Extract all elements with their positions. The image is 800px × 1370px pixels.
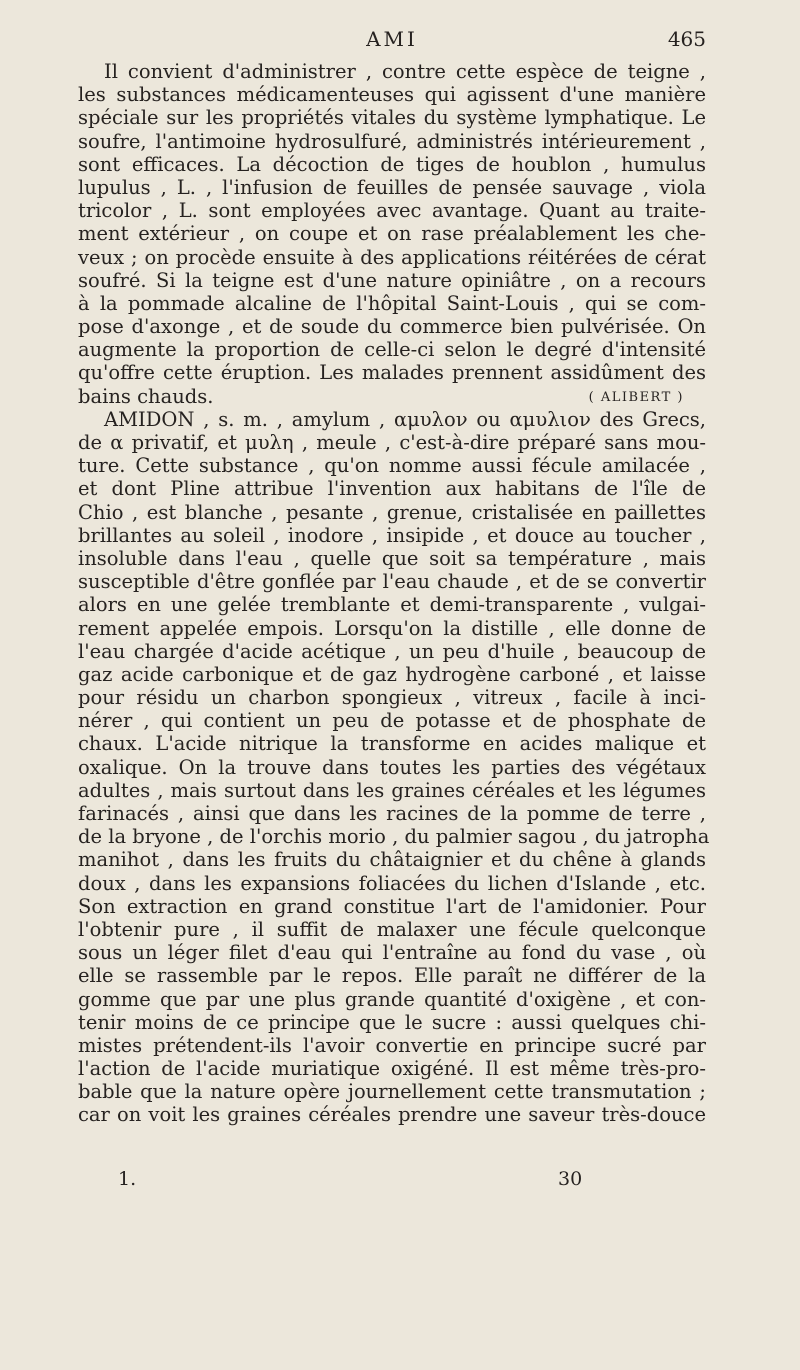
text-line: ment extérieur , on coupe et on rase préalablement les che- (78, 222, 706, 246)
text-line: et dont Pline attribue l'invention aux habitans de l'île de (78, 477, 706, 501)
page-header (78, 27, 706, 59)
page-number: 465 (667, 27, 706, 51)
text-line: spéciale sur les propriétés vitales du système lymphatique. Le (78, 106, 706, 130)
running-head: AMI (366, 27, 418, 51)
text-line: à la pommade alcaline de l'hôpital Saint-Louis , qui se com- (78, 291, 706, 315)
text-line: de α privatif, et μυλη , meule , c'est-à-dire préparé sans mou- (78, 431, 706, 454)
page-footer (78, 1168, 706, 1196)
text-line: soufre, l'antimoine hydrosulfuré, administrés intérieurement , (78, 129, 706, 153)
text-line: elle se rassemble par le repos. Elle paraît ne différer de la (78, 964, 706, 988)
text-line: sous un léger filet d'eau qui l'entraîne au fond du vase , où (78, 941, 706, 965)
text-line: lupulus , L. , l'infusion de feuilles de pensée sauvage , viola (78, 175, 706, 199)
text-line: qu'offre cette éruption. Les malades prennent assidûment des (78, 361, 706, 385)
text-line: sont efficaces. La décoction de tiges de houblon , humulus (78, 152, 706, 176)
text-line: adultes , mais surtout dans les graines céréales et les légumes (78, 778, 706, 802)
sheet-number: 30 (558, 1168, 583, 1190)
text-line: susceptible d'être gonflée par l'eau chaude , et de se convertir (78, 570, 706, 594)
text-line: car on voit les graines céréales prendre une saveur très-douce (78, 1103, 706, 1127)
text-line: doux , dans les expansions foliacées du lichen d'Islande , etc. (78, 871, 706, 895)
text-line: tricolor , L. sont employées avec avantage. Quant au traite- (78, 199, 706, 223)
entry-headword-line: AMIDON , s. m. , amylum , αμυλον ou αμυλιον des Grecs, (104, 407, 706, 431)
text-line: gomme que par une plus grande quantité d'oxigène , et con- (78, 987, 706, 1011)
text-line: Son extraction en grand constitue l'art de l'amidonier. Pour (78, 894, 706, 918)
text-line: nérer , qui contient un peu de potasse et de phosphate de (78, 709, 706, 733)
text-line: pour résidu un charbon spongieux , vitreux , facile à inci- (78, 686, 706, 710)
text-line: Chio , est blanche , pesante , grenue, cristalisée en paillettes (78, 500, 706, 524)
text-line: les substances médicamenteuses qui agissent d'une manière (78, 83, 706, 107)
author-signature: ( ALIBERT ) (588, 389, 684, 405)
text-line: soufré. Si la teigne est d'une nature opiniâtre , on a recours (78, 268, 706, 292)
text-line: gaz acide carbonique et de gaz hydrogène carboné , et laisse (78, 662, 706, 686)
text-line: l'action de l'acide muriatique oxigéné. Il est même très-pro- (78, 1057, 706, 1081)
text-line: bable que la nature opère journellement cette transmutation ; (78, 1080, 706, 1104)
text-line: veux ; on procède ensuite à des applications réitérées de cérat (78, 245, 706, 269)
text-line: insoluble dans l'eau , quelle que soit sa température , mais (78, 546, 706, 570)
text-line-with-author (78, 385, 706, 408)
text-line: manihot , dans les fruits du châtaignier et du chêne à glands (78, 848, 706, 872)
text-line: ture. Cette substance , qu'on nomme aussi fécule amilacée , (78, 454, 706, 478)
text-line: brillantes au soleil , inodore , insipide , et douce au toucher , (78, 523, 706, 547)
text-line: tenir moins de ce principe que le sucre : aussi quelques chi- (78, 1010, 706, 1034)
text-line: de la bryone , de l'orchis morio , du palmier sagou , du jatropha (78, 825, 710, 849)
text-line: rement appelée empois. Lorsqu'on la distille , elle donne de (78, 616, 706, 640)
text-line: bains chauds. (78, 384, 214, 408)
text-line: l'obtenir pure , il suffit de malaxer une fécule quelconque (78, 917, 706, 941)
text-line: mistes prétendent-ils l'avoir convertie en principe sucré par (78, 1033, 706, 1057)
text-line: pose d'axonge , et de soude du commerce bien pulvérisée. On (78, 315, 706, 339)
text-line: chaux. L'acide nitrique la transforme en acides malique et (78, 732, 706, 756)
text-line: oxalique. On la trouve dans toutes les parties des végétaux (78, 755, 706, 779)
text-line: l'eau chargée d'acide acétique , un peu d'huile , beaucoup de (78, 639, 706, 663)
text-line: Il convient d'administrer , contre cette espèce de teigne , (104, 60, 706, 83)
signature-mark: 1. (118, 1168, 137, 1190)
text-line: farinacés , ainsi que dans les racines de la pomme de terre , (78, 802, 706, 825)
text-line: alors en une gelée tremblante et demi-transparente , vulgai- (78, 593, 706, 617)
text-line: augmente la proportion de celle-ci selon le degré d'intensité (78, 338, 706, 362)
body-text (78, 60, 710, 1127)
